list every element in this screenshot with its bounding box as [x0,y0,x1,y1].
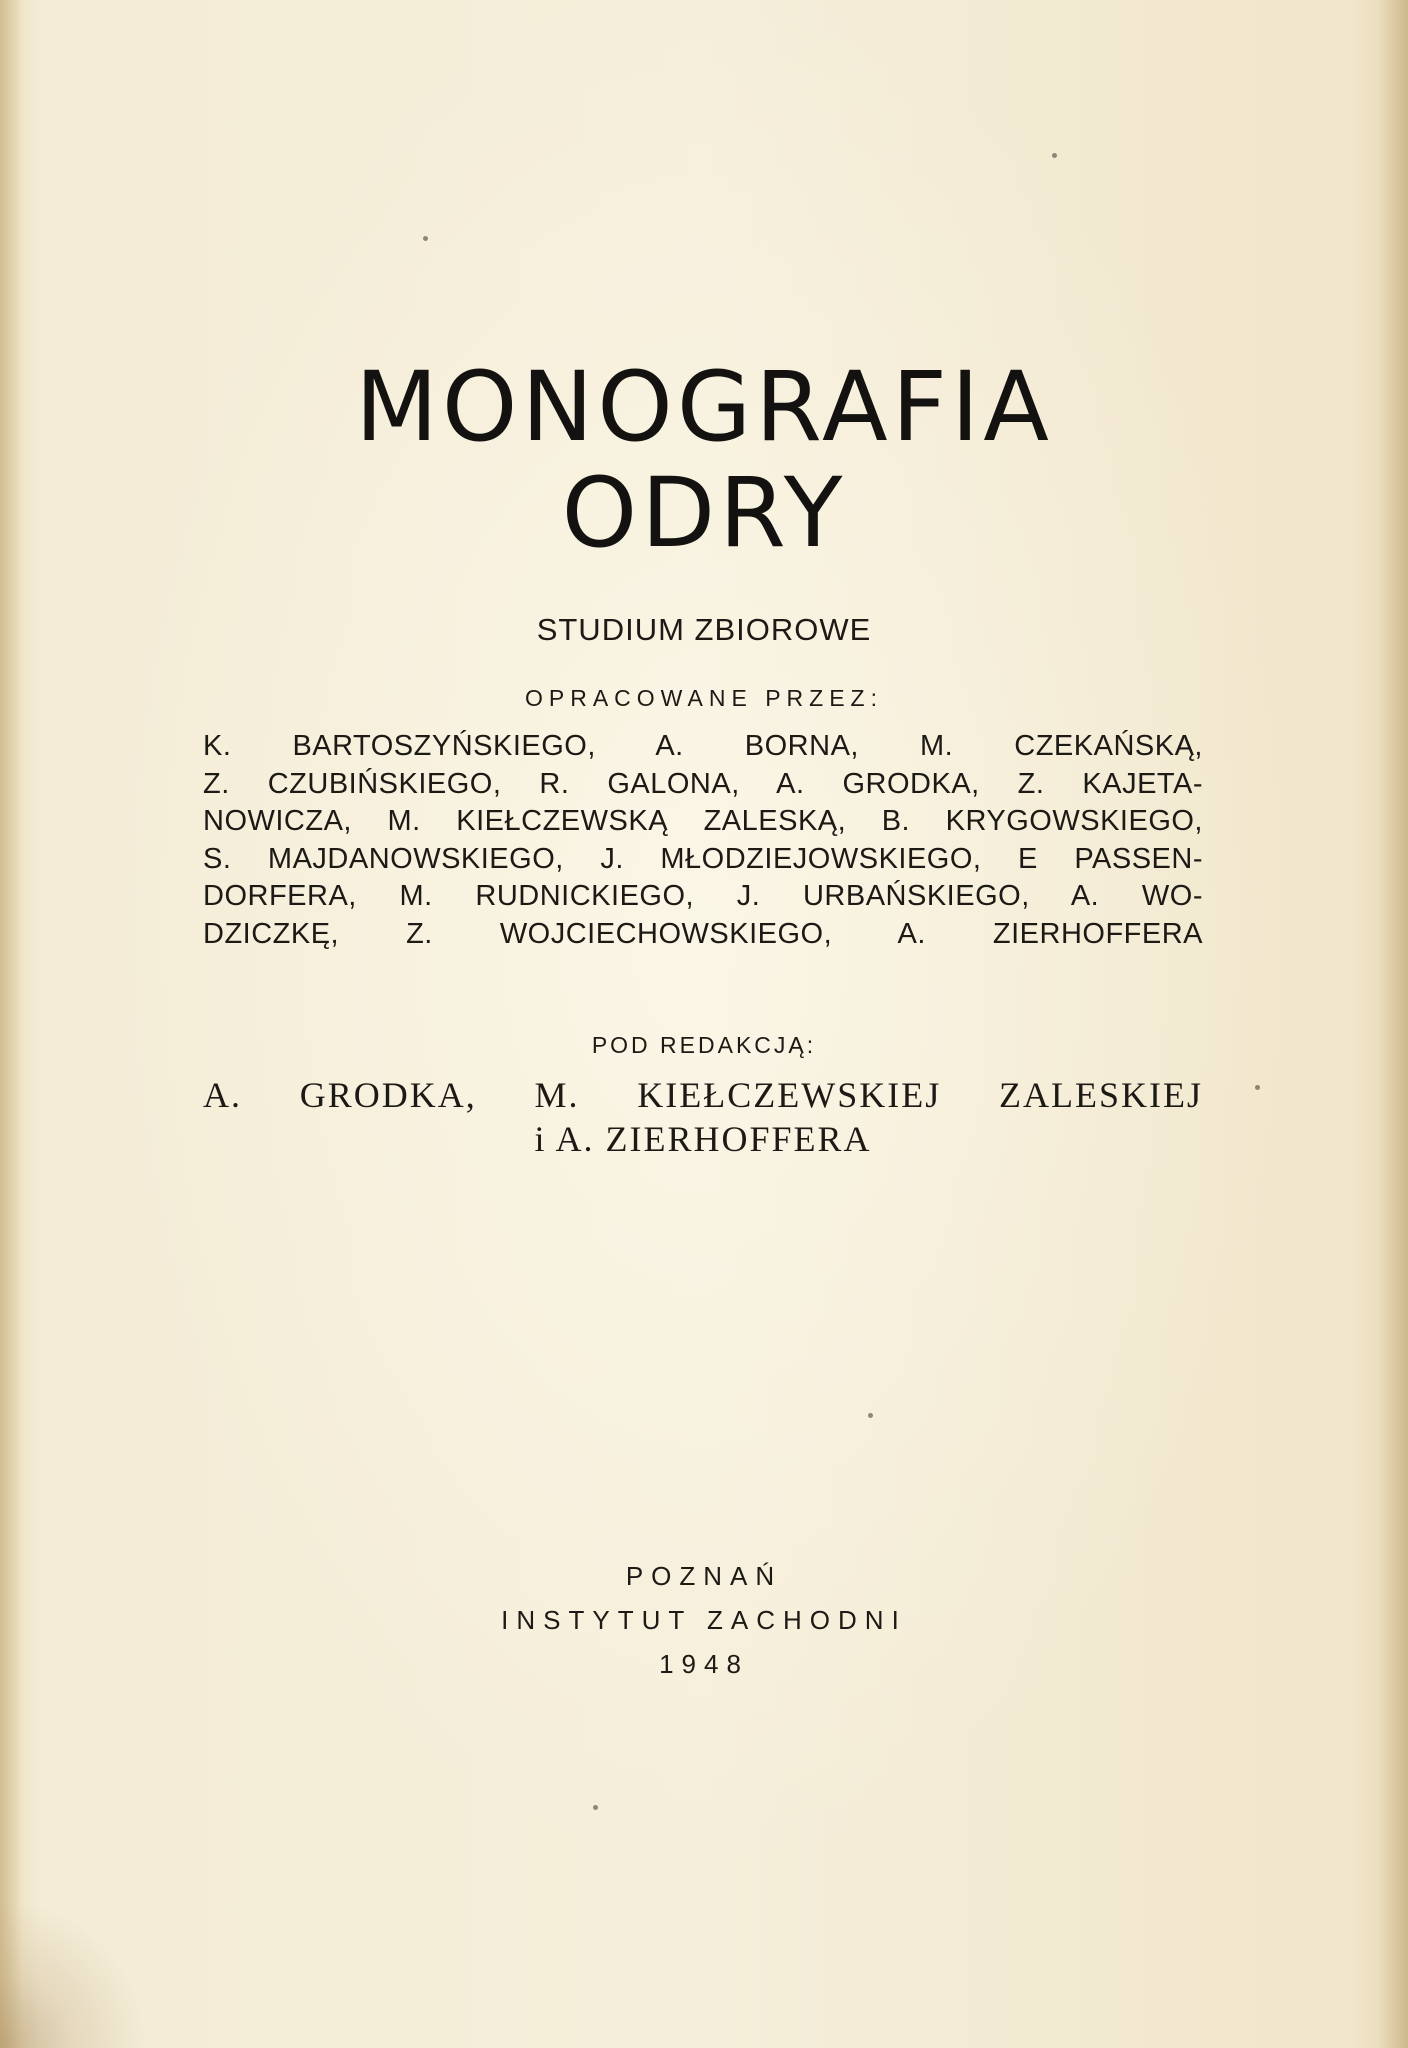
paper-speck [868,1413,873,1418]
authors-line: DORFERA, M. RUDNICKIEGO, J. URBAŃSKIEGO, A. WO- [203,880,1203,912]
authors-list [203,728,1203,953]
paper-speck [423,236,428,241]
imprint [0,1554,1408,1686]
imprint-publisher: INSTYTUT ZACHODNI [501,1605,907,1635]
editors-line: i A. ZIERHOFFERA [534,1119,872,1159]
paper-edge-right [1378,0,1408,2048]
authors-line: NOWICZA, M. KIEŁCZEWSKĄ ZALESKĄ, B. KRYGOWSKIEGO, [203,805,1203,837]
paper-speck [1052,153,1057,158]
authors-line: S. MAJDANOWSKIEGO, J. MŁODZIEJOWSKIEGO, E PASSEN- [203,842,1203,875]
authors-line: K. BARTOSZYŃSKIEGO, A. BORNA, M. CZEKAŃSKĄ, [203,730,1203,762]
editors-list [203,1073,1203,1161]
imprint-city: POZNAŃ [625,1561,783,1591]
book-subtitle: STUDIUM ZBIOROWE [536,612,872,647]
paper-speck [1255,1085,1260,1090]
paper-corner-wear [0,1898,150,2048]
authors-line: Z. CZUBIŃSKIEGO, R. GALONA, A. GRODKA, Z. KAJETA- [203,767,1203,800]
book-title-line-2: ODRY [561,457,847,569]
imprint-year: 1948 [659,1649,749,1679]
editors-line: A. GRODKA, M. KIEŁCZEWSKIEJ ZALESKIEJ [203,1075,1203,1115]
prepared-by-label: OPRACOWANE PRZEZ: [525,685,883,711]
paper-speck [593,1805,598,1810]
paper-edge-left [0,0,22,2048]
book-title-line-1: MONOGRAFIA [355,351,1053,463]
authors-line: DZICZKĘ, Z. WOJCIECHOWSKIEGO, A. ZIERHOFFERA [203,917,1203,950]
edited-by-label: POD REDAKCJĄ: [591,1032,817,1058]
